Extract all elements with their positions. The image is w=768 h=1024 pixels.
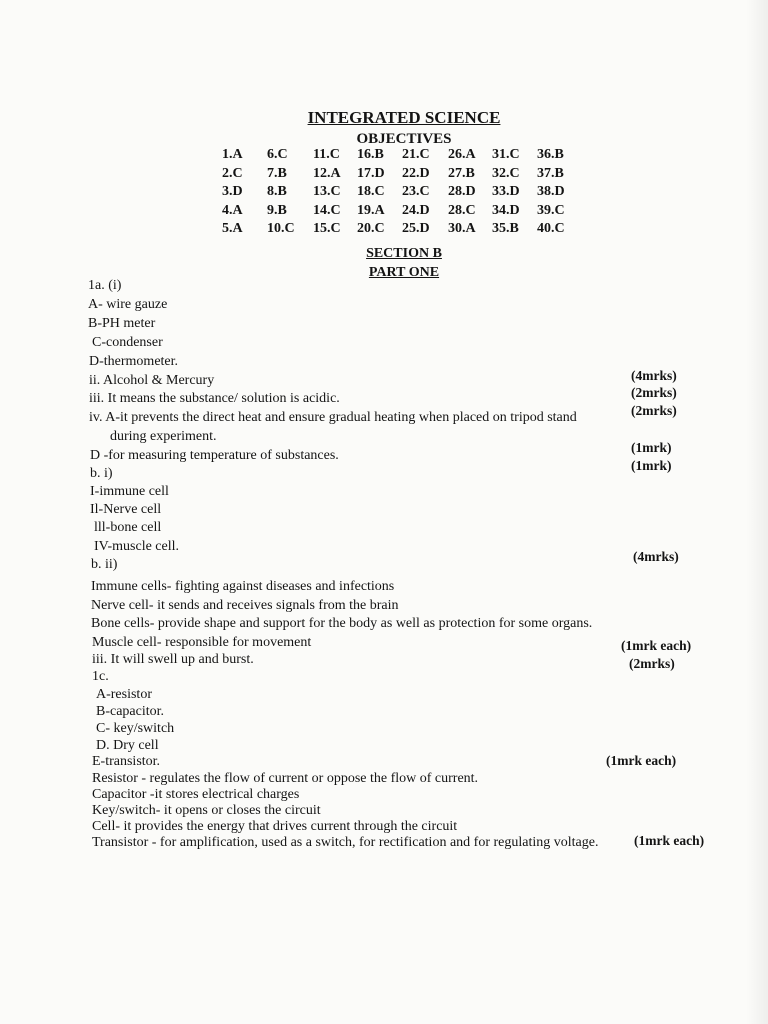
mark-allocation: (1mrk) xyxy=(631,440,672,455)
part-heading: PART ONE xyxy=(368,265,440,280)
answer-line: E-transistor. xyxy=(92,754,161,769)
answer-line: I-immune cell xyxy=(90,484,169,499)
mark-allocation: (1mrk each) xyxy=(621,638,692,653)
answer-line: Cell- it provides the energy that drives current through the circuit xyxy=(92,819,458,834)
answer-line: iii. It means the substance/ solution is acidic. xyxy=(89,391,340,406)
answer-line: 1c. xyxy=(92,669,109,684)
mark-allocation: (2mrks) xyxy=(631,403,677,418)
objective-answer: 37.B xyxy=(537,165,564,181)
objective-answer: 11.C xyxy=(313,147,340,162)
answer-line: C- key/switch xyxy=(96,721,175,736)
objective-answer: 39.C xyxy=(537,202,565,218)
mark-allocation: (4mrks) xyxy=(631,368,677,383)
objective-answer: 3.D xyxy=(222,184,243,200)
answer-line: 1a. (i) xyxy=(88,278,122,293)
answer-line: D -for measuring temperature of substances. xyxy=(90,448,339,463)
mark-allocation: (1mrk each) xyxy=(634,833,705,848)
objective-answer: 35.B xyxy=(492,221,519,237)
objective-answer: 24.D xyxy=(402,202,430,218)
scan-edge-shadow xyxy=(746,0,768,1024)
objective-answer: 6.C xyxy=(267,147,288,162)
objective-answer: 28.D xyxy=(448,184,476,200)
answer-line: D-thermometer. xyxy=(89,354,179,369)
objective-answer: 25.D xyxy=(402,221,430,237)
answer-line: A- wire gauze xyxy=(88,297,168,312)
objective-answer: 15.C xyxy=(313,221,341,237)
mark-allocation: (1mrk) xyxy=(631,458,672,473)
objective-answer: 13.C xyxy=(313,184,341,200)
objective-answer: 16.B xyxy=(357,147,384,162)
answer-line: iii. It will swell up and burst. xyxy=(92,652,254,667)
answer-line: Nerve cell- it sends and receives signals from the brain xyxy=(91,598,399,613)
objective-answer: 40.C xyxy=(537,221,565,237)
objective-answer: 30.A xyxy=(448,221,476,237)
objective-answer: 14.C xyxy=(313,202,341,218)
objective-answer: 5.A xyxy=(222,221,243,237)
document-title: INTEGRATED SCIENCE xyxy=(307,108,501,127)
objective-answer: 1.A xyxy=(222,147,243,162)
answer-line: D. Dry cell xyxy=(96,738,159,753)
objectives-heading: OBJECTIVES xyxy=(356,131,452,147)
answer-line: Capacitor -it stores electrical charges xyxy=(92,787,300,802)
answer-line: B-capacitor. xyxy=(96,704,165,719)
objective-answer: 12.A xyxy=(313,165,341,181)
answer-line: C-condenser xyxy=(92,335,163,350)
objective-answer: 32.C xyxy=(492,165,520,181)
objective-answer: 36.B xyxy=(537,147,564,162)
mark-allocation: (2mrks) xyxy=(631,385,677,400)
objective-answer: 26.A xyxy=(448,147,476,162)
answer-line: Key/switch- it opens or closes the circuit xyxy=(92,803,321,818)
answer-line: Transistor - for amplification, used as a switch, for rectification and for regulating voltage. xyxy=(92,835,599,850)
answer-line: Resistor - regulates the flow of current or oppose the flow of current. xyxy=(92,771,479,786)
answer-line: Muscle cell- responsible for movement xyxy=(92,635,312,650)
objective-answer: 23.C xyxy=(402,184,430,200)
objective-answer: 28.C xyxy=(448,202,476,218)
answer-line: IV-muscle cell. xyxy=(94,539,180,554)
objective-answer: 34.D xyxy=(492,202,520,218)
objective-answer: 38.D xyxy=(537,184,565,200)
answer-line: A-resistor xyxy=(96,687,152,702)
objective-answer: 10.C xyxy=(267,221,295,237)
objective-answer: 22.D xyxy=(402,165,430,181)
objective-answer: 27.B xyxy=(448,165,475,181)
objective-answer: 2.C xyxy=(222,165,243,181)
answer-line: during experiment. xyxy=(110,429,217,444)
mark-allocation: (1mrk each) xyxy=(606,753,677,768)
section-heading: SECTION B xyxy=(366,246,442,261)
objective-answer: 20.C xyxy=(357,221,385,237)
objective-answer: 19.A xyxy=(357,202,385,218)
answer-line: Il-Nerve cell xyxy=(90,502,162,517)
answer-line: B-PH meter xyxy=(88,316,156,331)
mark-allocation: (4mrks) xyxy=(633,549,679,564)
answer-line: b. i) xyxy=(90,466,113,481)
answer-line: Bone cells- provide shape and support for the body as well as protection for some organs. xyxy=(91,616,593,631)
objective-answer: 21.C xyxy=(402,147,430,162)
objective-answer: 4.A xyxy=(222,202,243,218)
answer-line: Immune cells- fighting against diseases and infections xyxy=(91,579,395,594)
objective-answer: 33.D xyxy=(492,184,520,200)
answer-line: lll-bone cell xyxy=(94,520,162,535)
answer-line: b. ii) xyxy=(91,557,118,572)
objective-answer: 8.B xyxy=(267,184,287,200)
objective-answer: 17.D xyxy=(357,165,385,181)
objective-answer: 31.C xyxy=(492,147,520,162)
answer-line: ii. Alcohol & Mercury xyxy=(89,373,215,388)
objective-answer: 9.B xyxy=(267,202,287,218)
answer-line: iv. A-it prevents the direct heat and ensure gradual heating when placed on tripod stand xyxy=(89,410,577,425)
objective-answer: 18.C xyxy=(357,184,385,200)
objective-answer: 7.B xyxy=(267,165,287,181)
mark-allocation: (2mrks) xyxy=(629,656,675,671)
